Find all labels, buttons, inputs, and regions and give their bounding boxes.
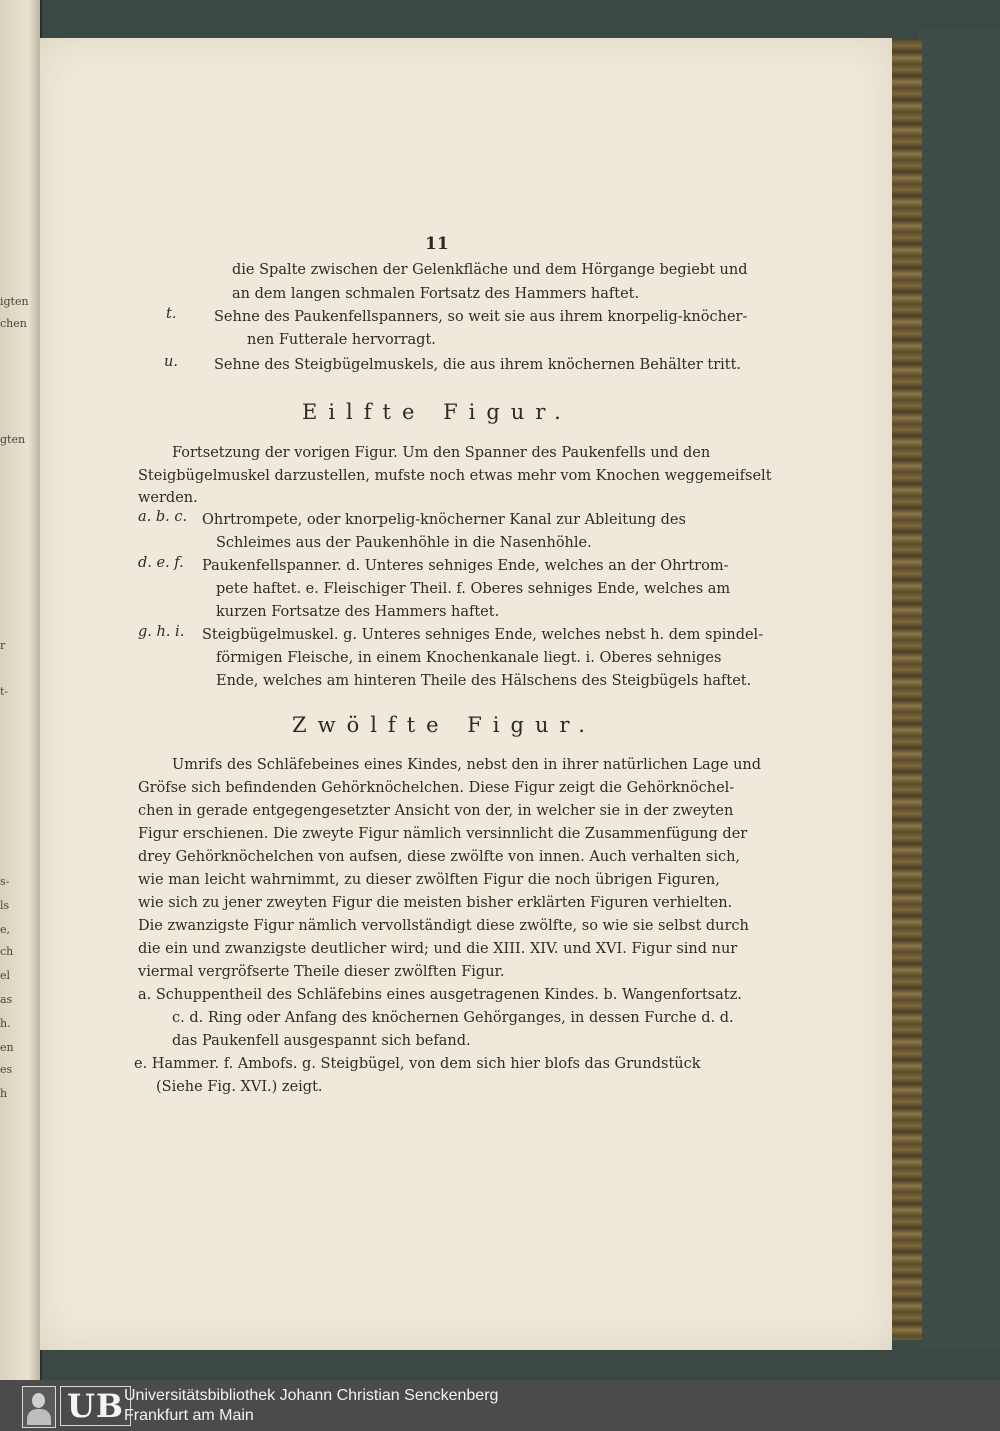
item-label: d. e. f. (138, 555, 184, 571)
text-line: die Spalte zwischen der Gelenkfläche und dem Hörgange begiebt und (232, 262, 748, 278)
left-fragment: gten (0, 433, 26, 446)
book-cover-edge (918, 30, 1000, 1350)
library-name: Universitätsbibliothek Johann Christian Senckenberg (124, 1387, 499, 1404)
book-page (40, 38, 892, 1350)
text-line: Sehne des Paukenfellspanners, so weit sie aus ihrem knorpelig-knöcher- (214, 309, 748, 325)
left-fragment: en (0, 1041, 14, 1054)
text-line: Umrifs des Schläfebeines eines Kindes, nebst den in ihrer natürlichen Lage und (172, 757, 762, 773)
text-line: Fortsetzung der vorigen Figur. Um den Spanner des Paukenfells und den (172, 445, 711, 461)
text-line: werden. (138, 490, 198, 506)
text-line: das Paukenfell ausgespannt sich befand. (172, 1033, 471, 1049)
text-line: Die zwanzigste Figur nämlich vervollständigt diese zwölfte, so wie sie selbst durch (138, 918, 749, 934)
library-footer (0, 1380, 1000, 1431)
left-facing-page (0, 0, 42, 1380)
text-line: c. d. Ring oder Anfang des knöchernen Gehörganges, in dessen Furche d. d. (172, 1010, 734, 1026)
text-line: Ohrtrompete, oder knorpelig-knöcherner Kanal zur Ableitung des (202, 512, 686, 528)
page-number: 11 (425, 234, 449, 254)
left-fragment: as (0, 993, 13, 1006)
left-fragment: el (0, 969, 11, 982)
text-line: Ende, welches am hinteren Theile des Hälschens des Steigbügels haftet. (216, 673, 752, 689)
text-line: (Siehe Fig. XVI.) zeigt. (156, 1079, 323, 1095)
senckenberg-bust-icon (22, 1386, 56, 1428)
text-line: wie man leicht wahrnimmt, zu dieser zwölften Figur die noch übrigen Figuren, (138, 872, 720, 888)
item-label: u. (164, 354, 178, 370)
left-fragment: igten (0, 295, 29, 308)
book-spine (890, 40, 922, 1340)
text-line: die ein und zwanzigste deutlicher wird; und die XIII. XIV. und XVI. Figur sind nur (138, 941, 738, 957)
item-label: g. h. i. (138, 624, 185, 640)
text-line: Steigbügelmuskel darzustellen, mufste noch etwas mehr vom Knochen weggemeifselt (138, 468, 772, 484)
text-line: kurzen Fortsatze des Hammers haftet. (216, 604, 500, 620)
text-line: pete haftet. e. Fleischiger Theil. f. Oberes sehniges Ende, welches am (216, 581, 731, 597)
text-line: chen in gerade entgegengesetzter Ansicht von der, in welcher sie in der zweyten (138, 803, 734, 819)
left-fragment: ch (0, 945, 14, 958)
left-fragment: h (0, 1087, 8, 1100)
text-line: Gröfse sich befindenden Gehörknöchelchen. Diese Figur zeigt die Gehörknöchel- (138, 780, 735, 796)
left-fragment: r (0, 639, 6, 652)
left-fragment: h. (0, 1017, 11, 1030)
library-city: Frankfurt am Main (124, 1407, 254, 1424)
item-label: t. (166, 306, 177, 322)
text-line: Schleimes aus der Paukenhöhle in die Nasenhöhle. (216, 535, 592, 551)
heading-zwoelfte-figur: Zwölfte Figur. (292, 713, 596, 737)
text-line: förmigen Fleische, in einem Knochenkanale liegt. i. Oberes sehniges (216, 650, 722, 666)
text-line: a. Schuppentheil des Schläfebins eines ausgetragenen Kindes. b. Wangenfortsatz. (138, 987, 742, 1003)
text-line: Sehne des Steigbügelmuskels, die aus ihrem knöchernen Behälter tritt. (214, 357, 742, 373)
left-fragment: chen (0, 317, 27, 330)
text-line: viermal vergröfserte Theile dieser zwölften Figur. (138, 964, 505, 980)
text-line: e. Hammer. f. Ambofs. g. Steigbügel, von dem sich hier blofs das Grundstück (134, 1056, 701, 1072)
text-line: Steigbügelmuskel. g. Unteres sehniges Ende, welches nebst h. dem spindel- (202, 627, 764, 643)
text-line: an dem langen schmalen Fortsatz des Hammers haftet. (232, 286, 640, 302)
left-fragment: t- (0, 685, 9, 698)
heading-eilfte-figur: Eilfte Figur. (302, 400, 572, 424)
left-fragment: s- (0, 875, 10, 888)
left-fragment: es (0, 1063, 13, 1076)
ub-logo[interactable]: UB (60, 1386, 131, 1426)
left-fragment: e, (0, 923, 11, 936)
text-line: wie sich zu jener zweyten Figur die meisten bisher erklärten Figuren verhielten. (138, 895, 733, 911)
text-line: nen Futterale hervorragt. (247, 332, 436, 348)
item-label: a. b. c. (138, 509, 188, 525)
text-line: Figur erschienen. Die zweyte Figur nämlich versinnlicht die Zusammenfügung der (138, 826, 748, 842)
left-fragment: ls (0, 899, 10, 912)
text-line: drey Gehörknöchelchen von aufsen, diese zwölfte von innen. Auch verhalten sich, (138, 849, 741, 865)
text-line: Paukenfellspanner. d. Unteres sehniges Ende, welches an der Ohrtrom- (202, 558, 729, 574)
